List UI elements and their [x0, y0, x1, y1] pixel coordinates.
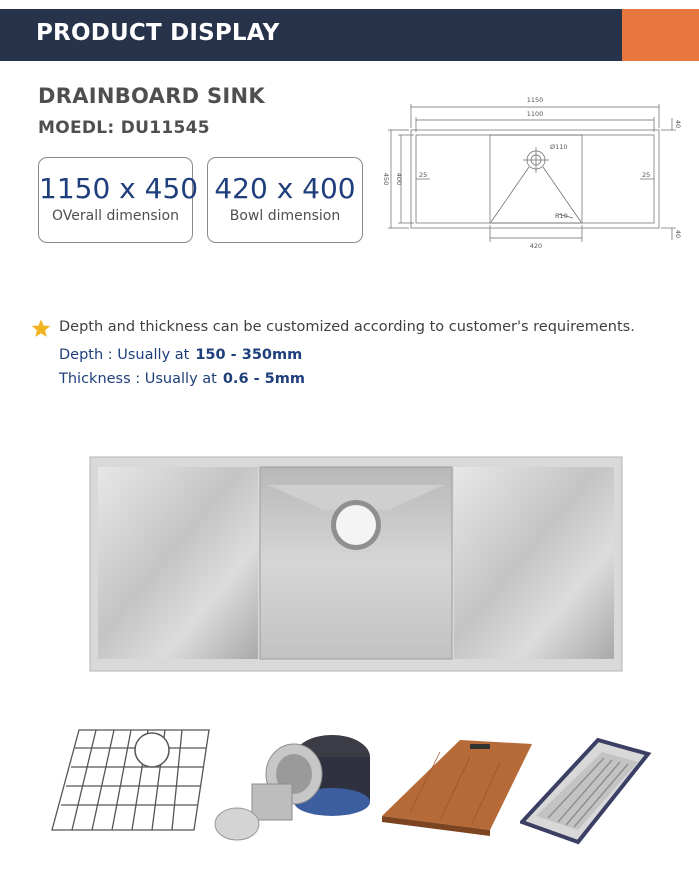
bowl-dimension-value: 420 x 400: [214, 172, 356, 205]
colander-image: [520, 712, 690, 847]
header-title: PRODUCT DISPLAY: [36, 20, 280, 46]
thickness-spec: [59, 371, 305, 387]
dim-400: 400: [395, 172, 403, 186]
thickness-label: Thickness : Usually at: [59, 371, 217, 387]
technical-drawing: [378, 92, 683, 252]
thickness-value: 0.6 - 5mm: [222, 371, 305, 387]
bowl-dimension-box: [207, 157, 363, 243]
note-text: Depth and thickness can be customized according to customer's requirements.: [59, 319, 635, 335]
depth-value: 150 - 350mm: [195, 347, 303, 363]
overall-dimension-value: 1150 x 450: [39, 172, 199, 205]
bottom-grid-image: [44, 712, 214, 847]
dim-1100: 1100: [526, 110, 544, 118]
dim-radius: R10: [555, 212, 568, 220]
header-accent-block: [622, 9, 699, 61]
product-name: DRAINBOARD SINK: [38, 84, 265, 108]
dim-right-25: 25: [642, 171, 651, 179]
header-bar: [0, 9, 699, 61]
overall-dimension-box: [38, 157, 199, 243]
depth-label: Depth : Usually at: [59, 347, 190, 363]
overall-dimension-label: OVerall dimension: [52, 208, 179, 224]
star-icon: [30, 318, 52, 339]
sink-photo: [88, 455, 624, 673]
dim-420: 420: [529, 242, 543, 250]
dim-450: 450: [382, 172, 390, 186]
bowl-dimension-label: Bowl dimension: [229, 208, 341, 224]
basket-strainer-image: [212, 712, 382, 847]
product-model: MOEDL: DU11545: [38, 118, 210, 138]
dim-left-25: 25: [419, 171, 428, 179]
dim-bottom-40: 40: [674, 229, 682, 239]
dim-top-40: 40: [674, 119, 682, 129]
depth-spec: [59, 347, 302, 363]
dim-drain: Ø110: [550, 143, 568, 151]
dim-1150: 1150: [526, 96, 544, 104]
